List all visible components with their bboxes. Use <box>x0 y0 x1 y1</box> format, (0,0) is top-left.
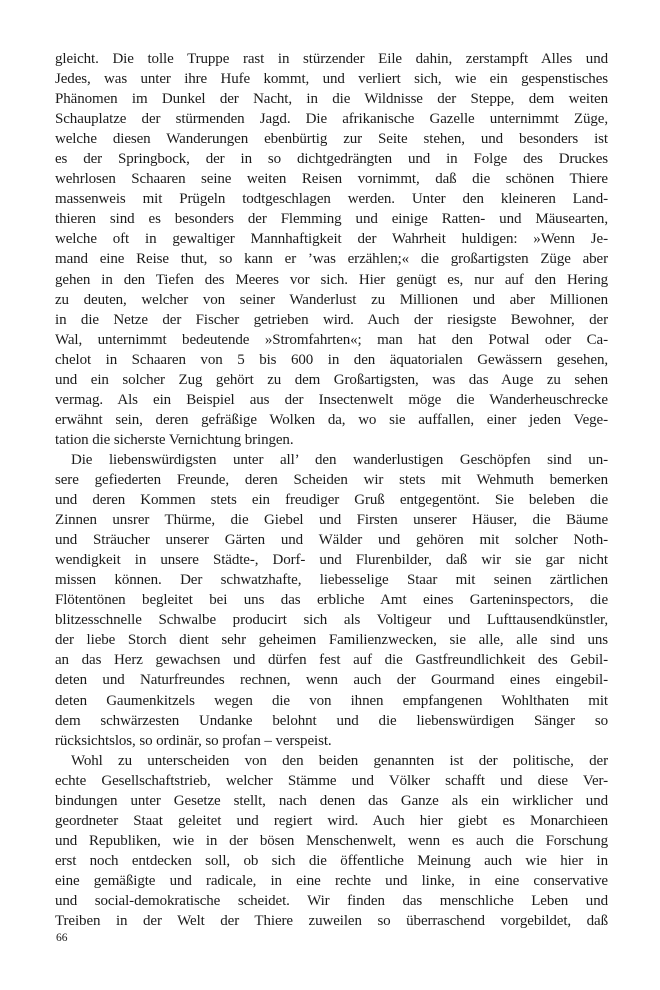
text-line: Wal, unternimmt bedeutende »Stromfahrten«; man hat den Potwal oder Ca- <box>55 331 608 348</box>
text-line: bindungen unter Gesetze stellt, nach denen das Ganze als ein wirklicher und <box>55 792 608 809</box>
text-line: deten und Naturfreundes rechnen, wenn auch der Gourmand eines eingebil- <box>55 672 608 689</box>
text-line: der liebe Storch dient sehr geheimen Familienzwecken, sie alle, alle sind uns <box>55 632 608 649</box>
text-line: tation die sicherste Vernichtung bringen. <box>55 431 294 448</box>
text-line: erst noch entdecken soll, ob sich die öffentliche Meinung auch wie hier in <box>55 852 608 869</box>
text-line: echte Gesellschaftstrieb, welcher Stämme und Völker schafft und diese Ver- <box>55 772 608 789</box>
text-line: geordneter Staat geleitet und regiert wird. Auch hier giebt es Monarchieen <box>55 812 608 829</box>
text-line: und Sträucher unserer Gärten und Wälder und gehören mit solcher Noth- <box>55 532 608 549</box>
text-line: gehen in den Tiefen des Meeres vor sich. Hier genügt es, nur auf den Hering <box>55 271 608 288</box>
paragraph <box>55 49 608 450</box>
text-line: dem schwärzesten Undanke belohnt und die liebenswürdigen Sänger so <box>55 712 608 729</box>
text-line: thieren sind es besonders der Flemming und einige Ratten- und Mäusearten, <box>55 211 608 228</box>
paragraph <box>55 751 608 931</box>
page-number: 66 <box>56 932 68 944</box>
text-line: Jedes, was unter ihre Hufe kommt, und verliert sich, wie ein gespenstisches <box>55 71 608 88</box>
text-line: welche diesen Wanderungen ebenbürtig zur Seite stehen, und besonders ist <box>55 131 608 148</box>
text-line: und Republiken, wie in der bösen Menschenwelt, wenn es auch die Forschung <box>55 832 608 849</box>
text-line: Die liebenswürdigsten unter all’ den wanderlustigen Geschöpfen sind un- <box>71 451 608 468</box>
text-line: massenweis mit Prügeln todtgeschlagen werden. Unter den kleineren Land- <box>55 191 608 208</box>
text-line: mand eine Reise thut, so kann er ’was erzählen;« die großartigsten Züge aber <box>55 251 608 268</box>
text-line: zu deuten, welcher von seiner Wanderlust zu Millionen und aber Millionen <box>55 291 608 308</box>
text-line: es der Springbock, der in so dichtgedrängten und in Folge des Druckes <box>55 151 608 168</box>
text-line: und deren Kommen stets ein freudiger Gruß entgegentönt. Sie beleben die <box>55 492 608 509</box>
text-line: gleicht. Die tolle Truppe rast in stürzender Eile dahin, zerstampft Alles und <box>55 51 608 67</box>
text-line: in die Netze der Fischer getrieben wird. Auch der riesigste Bewohner, der <box>55 311 608 328</box>
page-text <box>55 49 608 931</box>
text-line: Zinnen unsrer Thürme, die Giebel und Firsten unserer Häuser, die Bäume <box>55 512 608 529</box>
text-line: welche oft in gewaltiger Mannhaftigkeit der Wahrheit huldigen: »Wenn Je- <box>55 231 608 248</box>
text-line: wehrlosen Schaaren seine weiten Reisen vornimmt, daß die schönen Thiere <box>55 171 608 188</box>
text-line: blitzesschnelle Schwalbe producirt sich als Voltigeur und Lufttausendkünstler, <box>55 612 608 629</box>
text-line: und social-demokratische scheidet. Wir finden das menschliche Leben und <box>55 892 608 909</box>
text-line: deten Gaumenkitzels wegen die von ihnen empfangenen Wohlthaten mit <box>55 692 608 709</box>
text-line: sere gefiederten Freunde, deren Scheiden wir stets mit Wehmuth bemerken <box>55 471 608 488</box>
text-line: wendigkeit in unsere Städte-, Dorf- und Flurenbilder, daß wir sie gar nicht <box>55 552 608 569</box>
text-line: vermag. Als ein Beispiel aus der Insectenwelt möge die Wanderheuschrecke <box>55 391 608 408</box>
text-line: Flötentönen begleitet bei uns das erbliche Amt eines Garteninspectors, die <box>55 592 608 609</box>
text-line: erwähnt sein, deren gefräßige Wolken da, wo sie auffallen, einer jeden Vege- <box>55 411 608 428</box>
text-line: Schauplatze der stürmenden Jagd. Die afrikanische Gazelle unternimmt Züge, <box>55 111 608 128</box>
text-line: und ein solcher Zug gehört zu dem Großartigsten, was das Auge zu sehen <box>55 371 608 388</box>
text-line: eine gemäßigte und radicale, in eine rechte und linke, in eine conservative <box>55 872 608 889</box>
paragraph <box>55 450 608 751</box>
text-line: Treiben in der Welt der Thiere zuweilen so überraschend vorgebildet, daß <box>55 913 608 930</box>
text-line: Phänomen im Dunkel der Nacht, in die Wildnisse der Steppe, dem weiten <box>55 91 608 108</box>
text-line: rücksichtslos, so ordinär, so profan – verspeist. <box>55 732 332 749</box>
text-line: Wohl zu unterscheiden von den beiden genannten ist der politische, der <box>71 752 608 769</box>
text-line: an das Herz gewachsen und dürfen fest auf die Gastfreundlichkeit des Gebil- <box>55 652 608 669</box>
text-line: chelot in Schaaren von 5 bis 600 in den äquatorialen Gewässern gesehen, <box>55 351 608 368</box>
text-line: missen können. Der schwatzhafte, liebesselige Staar mit seinen zärtlichen <box>55 572 608 589</box>
